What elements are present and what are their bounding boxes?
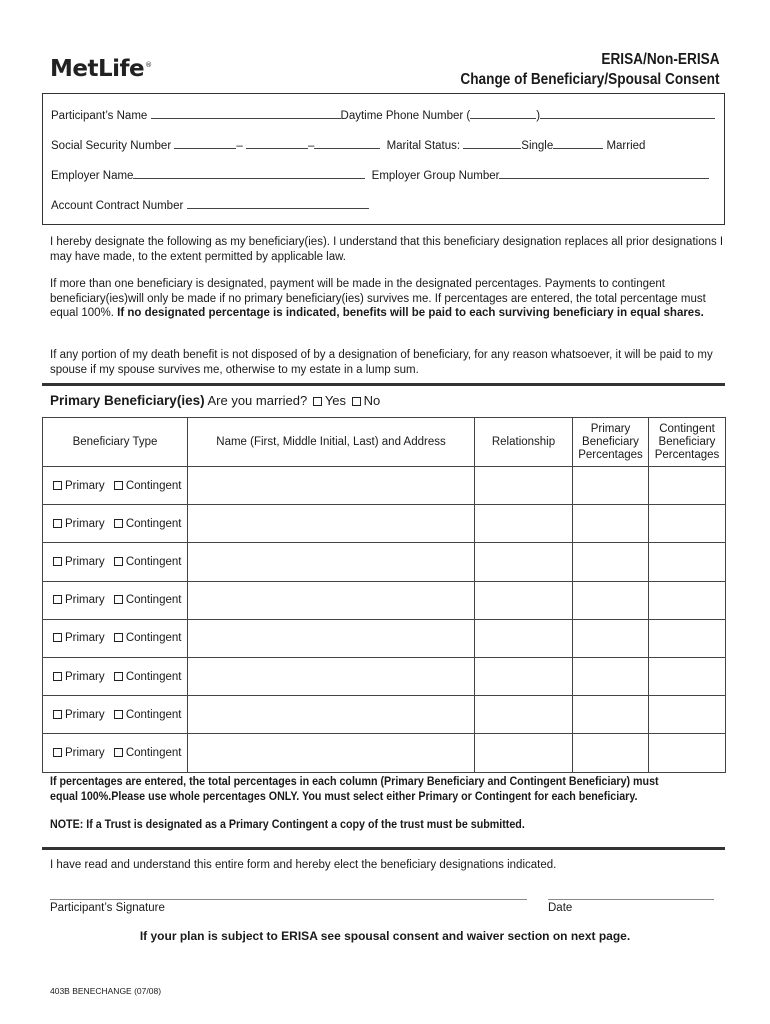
participant-name-label: Participant’s Name [51, 110, 148, 122]
header-primary-percentages: Primary Beneficiary Percentages [573, 418, 649, 467]
primary-checkbox[interactable] [53, 557, 62, 566]
percentages-note: If percentages are entered, the total percentages in each column (Primary Beneficiary and Contingent Beneficiary) must equal 100%.Please use whole percentages ONLY. You must select either Primary or Contingent for each beneficiary. [50, 776, 659, 803]
ssn-part-2-field[interactable] [246, 138, 308, 149]
primary-percentage-field[interactable] [573, 657, 649, 695]
table-row [43, 581, 726, 619]
header-contingent-percentages: Contingent Beneficiary Percentages [649, 418, 726, 467]
table-header-row [43, 418, 726, 467]
phone-close-paren: ) [536, 110, 541, 122]
primary-percentage-field[interactable] [573, 505, 649, 543]
contingent-checkbox[interactable] [114, 672, 123, 681]
contingent-checkbox[interactable] [114, 633, 123, 642]
name-address-field[interactable] [188, 505, 475, 543]
header-relationship: Relationship [475, 418, 573, 467]
account-contract-field[interactable] [187, 198, 369, 209]
primary-percentage-field[interactable] [573, 543, 649, 581]
metlife-logo [50, 56, 152, 82]
participant-name-field[interactable] [151, 108, 341, 119]
primary-checkbox[interactable] [53, 519, 62, 528]
percentages-bold-text: If no designated percentage is indicated, benefits will be paid to each surviving beneficiary in equal shares. [117, 307, 704, 319]
ssn-dash-2: – [307, 140, 315, 152]
info-row-3 [51, 168, 709, 182]
beneficiary-type-cell [43, 734, 188, 772]
info-row-1 [51, 108, 715, 122]
section-divider [42, 383, 725, 386]
contingent-percentage-field[interactable] [649, 543, 726, 581]
death-benefit-paragraph: If any portion of my death benefit is not disposed of by a designation of beneficiary, for any reason whatsoever, it will be paid to my spouse if my spouse survives me, otherwise to my estate in a lump sum. [50, 349, 713, 376]
employer-group-label: Employer Group Number [371, 170, 500, 182]
name-address-field[interactable] [188, 543, 475, 581]
contingent-label: Contingent [125, 479, 182, 492]
primary-label: Primary [65, 517, 105, 530]
married-no-label: No [363, 393, 381, 408]
date-label: Date [548, 902, 573, 914]
daytime-phone-field[interactable] [540, 108, 715, 119]
contingent-checkbox[interactable] [114, 748, 123, 757]
trust-note: NOTE: If a Trust is designated as a Primary Contingent a copy of the trust must be submitted. [50, 819, 525, 831]
primary-checkbox[interactable] [53, 748, 62, 757]
erisa-note: If your plan is subject to ERISA see spousal consent and waiver section on next page. [139, 929, 631, 943]
married-question: Are you married? [207, 393, 308, 408]
phone-area-code-field[interactable] [470, 108, 536, 119]
name-address-field[interactable] [188, 657, 475, 695]
contingent-percentage-field[interactable] [649, 734, 726, 772]
signature-divider [42, 847, 725, 850]
single-field[interactable] [463, 138, 521, 149]
primary-checkbox[interactable] [53, 672, 62, 681]
table-row [43, 696, 726, 734]
signature-statement: I have read and understand this entire form and hereby elect the beneficiary designations indicated. [50, 859, 557, 871]
contingent-label: Contingent [125, 632, 182, 645]
relationship-field[interactable] [475, 543, 573, 581]
contingent-label: Contingent [125, 746, 182, 759]
primary-label: Primary [65, 708, 105, 721]
beneficiary-type-cell [43, 543, 188, 581]
primary-label: Primary [65, 555, 105, 568]
contingent-checkbox[interactable] [114, 481, 123, 490]
contingent-checkbox[interactable] [114, 710, 123, 719]
contingent-label: Contingent [125, 594, 182, 607]
contingent-label: Contingent [125, 670, 182, 683]
contingent-percentage-field[interactable] [649, 696, 726, 734]
employer-name-label: Employer Name [51, 170, 134, 182]
contingent-percentage-field[interactable] [649, 657, 726, 695]
contingent-label: Contingent [125, 708, 182, 721]
primary-checkbox[interactable] [53, 633, 62, 642]
designation-paragraph: I hereby designate the following as my beneficiary(ies). I understand that this beneficiary designation replaces all prior designations I may have made, to the extent permitted by applicable law. [50, 236, 724, 263]
title-line-1: ERISA/Non-ERISA [601, 51, 720, 68]
single-label: Single [521, 140, 554, 152]
relationship-field[interactable] [475, 619, 573, 657]
primary-label: Primary [65, 632, 105, 645]
header-beneficiary-type: Beneficiary Type [43, 418, 188, 467]
ssn-dash-1: – [236, 140, 243, 152]
married-no-checkbox[interactable] [352, 397, 361, 406]
ssn-label: Social Security Number [51, 140, 172, 152]
beneficiary-type-cell [43, 619, 188, 657]
employer-name-field[interactable] [133, 168, 365, 179]
employer-group-field[interactable] [499, 168, 709, 179]
relationship-field[interactable] [475, 467, 573, 505]
beneficiary-type-cell [43, 581, 188, 619]
participant-info-box [42, 93, 725, 225]
primary-label: Primary [65, 594, 105, 607]
table-row [43, 467, 726, 505]
name-address-field[interactable] [188, 696, 475, 734]
registered-mark: ® [145, 61, 152, 70]
primary-checkbox[interactable] [53, 595, 62, 604]
relationship-field[interactable] [475, 581, 573, 619]
married-yes-checkbox[interactable] [313, 397, 322, 406]
name-address-field[interactable] [188, 619, 475, 657]
contingent-label: Contingent [125, 517, 182, 530]
logo-text: MetLife [50, 56, 145, 82]
beneficiary-type-cell [43, 657, 188, 695]
married-yes-label: Yes [324, 393, 347, 408]
primary-percentage-field[interactable] [573, 581, 649, 619]
info-row-4 [51, 198, 369, 212]
table-row [43, 505, 726, 543]
primary-beneficiaries-heading [50, 393, 380, 408]
beneficiary-type-cell [43, 505, 188, 543]
form-id: 403B BENECHANGE (07/08) [50, 986, 162, 996]
married-label: Married [606, 140, 646, 152]
signature-line[interactable] [50, 899, 527, 900]
name-address-field[interactable] [188, 581, 475, 619]
primary-percentage-field[interactable] [573, 696, 649, 734]
contingent-percentage-field[interactable] [649, 467, 726, 505]
primary-checkbox[interactable] [53, 710, 62, 719]
date-line[interactable] [548, 899, 714, 900]
daytime-phone-label: Daytime Phone Number ( [340, 110, 471, 122]
relationship-field[interactable] [475, 657, 573, 695]
primary-heading-text: Primary Beneficiary(ies) [50, 393, 205, 408]
primary-checkbox[interactable] [53, 481, 62, 490]
form-title [461, 50, 720, 90]
account-contract-label: Account Contract Number [51, 200, 184, 212]
percentages-paragraph [50, 277, 725, 321]
table-row [43, 734, 726, 772]
primary-label: Primary [65, 746, 105, 759]
title-line-2: Change of Beneficiary/Spousal Consent [460, 71, 720, 88]
contingent-checkbox[interactable] [114, 519, 123, 528]
contingent-checkbox[interactable] [114, 595, 123, 604]
primary-label: Primary [65, 670, 105, 683]
header-name-address: Name (First, Middle Initial, Last) and Address [188, 418, 475, 467]
signature-label: Participant’s Signature [50, 902, 165, 914]
relationship-field[interactable] [475, 734, 573, 772]
beneficiary-table [42, 417, 726, 773]
contingent-percentage-field[interactable] [649, 505, 726, 543]
contingent-percentage-field[interactable] [649, 581, 726, 619]
beneficiary-type-cell [43, 467, 188, 505]
relationship-field[interactable] [475, 505, 573, 543]
relationship-field[interactable] [475, 696, 573, 734]
contingent-percentage-field[interactable] [649, 619, 726, 657]
table-row [43, 619, 726, 657]
marital-status-label: Marital Status: [386, 140, 461, 152]
contingent-checkbox[interactable] [114, 557, 123, 566]
ssn-part-3-field[interactable] [314, 138, 380, 149]
table-row [43, 657, 726, 695]
percentages-text: If more than one beneficiary is designated, payment will be made in the designated percentages. Payments to contingent beneficiary(ies)will only be made if no primary beneficiary(ies) survives me. If percentages are entered, the total percentage must equal 100%. [50, 278, 706, 319]
ssn-part-1-field[interactable] [174, 138, 236, 149]
beneficiary-type-cell [43, 696, 188, 734]
name-address-field[interactable] [188, 734, 475, 772]
primary-label: Primary [65, 479, 105, 492]
info-row-2 [51, 138, 645, 152]
primary-percentage-field[interactable] [573, 619, 649, 657]
primary-percentage-field[interactable] [573, 734, 649, 772]
name-address-field[interactable] [188, 467, 475, 505]
primary-percentage-field[interactable] [573, 467, 649, 505]
contingent-label: Contingent [125, 555, 182, 568]
married-field[interactable] [553, 138, 603, 149]
table-row [43, 543, 726, 581]
